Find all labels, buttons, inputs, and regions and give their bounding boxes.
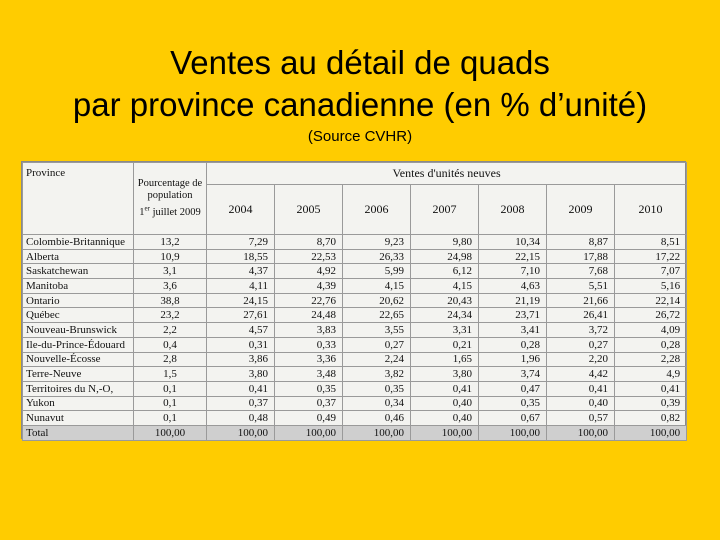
table-row bbox=[23, 352, 687, 367]
slide-source: (Source CVHR) bbox=[307, 128, 413, 145]
sales-value-2009: 7,68 bbox=[547, 264, 615, 279]
sales-value-2005: 0,33 bbox=[275, 337, 343, 352]
sales-value-2005: 4,39 bbox=[275, 279, 343, 294]
sales-value-2007: 0,41 bbox=[411, 381, 479, 396]
sales-value-2010: 22,14 bbox=[615, 293, 687, 308]
sales-value-2009: 0,27 bbox=[547, 337, 615, 352]
sales-value-2010: 4,9 bbox=[615, 367, 687, 382]
table-row bbox=[23, 411, 687, 426]
table-row bbox=[23, 367, 687, 382]
population-share: 100,00 bbox=[134, 425, 207, 440]
sales-value-2008: 0,67 bbox=[479, 411, 547, 426]
sales-value-2006: 0,34 bbox=[343, 396, 411, 411]
sales-value-2004: 0,31 bbox=[207, 337, 275, 352]
sales-value-2006: 20,62 bbox=[343, 293, 411, 308]
table-row bbox=[23, 235, 687, 250]
slide-title-line1: Ventes au détail de quads bbox=[170, 44, 550, 81]
sales-value-2008: 1,96 bbox=[479, 352, 547, 367]
sales-value-2009: 0,41 bbox=[547, 381, 615, 396]
sales-value-2008: 4,63 bbox=[479, 279, 547, 294]
sales-value-2007: 4,15 bbox=[411, 279, 479, 294]
sales-value-2006: 22,65 bbox=[343, 308, 411, 323]
sales-value-2004: 0,41 bbox=[207, 381, 275, 396]
province-name: Colombie-Britannique bbox=[23, 235, 134, 250]
population-share: 13,2 bbox=[134, 235, 207, 250]
table-row bbox=[23, 308, 687, 323]
header-pop-line3: 1er juillet 2009 bbox=[139, 204, 201, 218]
population-share: 0,1 bbox=[134, 396, 207, 411]
sales-value-2004: 100,00 bbox=[207, 425, 275, 440]
table-row bbox=[23, 337, 687, 352]
table-row bbox=[23, 323, 687, 338]
sales-value-2004: 4,37 bbox=[207, 264, 275, 279]
sales-table-image bbox=[21, 161, 686, 439]
province-name: Total bbox=[23, 425, 134, 440]
header-sales: Ventes d'unités neuves bbox=[207, 163, 687, 185]
sales-value-2009: 5,51 bbox=[547, 279, 615, 294]
sales-value-2008: 23,71 bbox=[479, 308, 547, 323]
sales-value-2005: 3,48 bbox=[275, 367, 343, 382]
sales-value-2005: 22,53 bbox=[275, 249, 343, 264]
sales-value-2009: 26,41 bbox=[547, 308, 615, 323]
sales-value-2010: 0,82 bbox=[615, 411, 687, 426]
sales-value-2004: 3,80 bbox=[207, 367, 275, 382]
sales-value-2008: 100,00 bbox=[479, 425, 547, 440]
sales-value-2006: 5,99 bbox=[343, 264, 411, 279]
province-name: Yukon bbox=[23, 396, 134, 411]
population-share: 0,1 bbox=[134, 411, 207, 426]
header-year-2007: 2007 bbox=[411, 185, 479, 235]
sales-value-2006: 0,27 bbox=[343, 337, 411, 352]
sales-value-2009: 4,42 bbox=[547, 367, 615, 382]
sales-value-2007: 0,40 bbox=[411, 396, 479, 411]
province-name: Territoires du N,-O, bbox=[23, 381, 134, 396]
sales-value-2006: 26,33 bbox=[343, 249, 411, 264]
sales-value-2008: 10,34 bbox=[479, 235, 547, 250]
sales-value-2007: 3,31 bbox=[411, 323, 479, 338]
sales-value-2010: 4,09 bbox=[615, 323, 687, 338]
table-row bbox=[23, 396, 687, 411]
header-year-2008: 2008 bbox=[479, 185, 547, 235]
sales-value-2005: 0,37 bbox=[275, 396, 343, 411]
sales-value-2010: 26,72 bbox=[615, 308, 687, 323]
sales-value-2009: 8,87 bbox=[547, 235, 615, 250]
header-pop-line2: population bbox=[147, 190, 193, 202]
header-year-2005: 2005 bbox=[275, 185, 343, 235]
sales-value-2006: 3,82 bbox=[343, 367, 411, 382]
sales-value-2009: 17,88 bbox=[547, 249, 615, 264]
header-year-2009: 2009 bbox=[547, 185, 615, 235]
sales-value-2009: 3,72 bbox=[547, 323, 615, 338]
province-name: Nouveau-Brunswick bbox=[23, 323, 134, 338]
population-share: 3,6 bbox=[134, 279, 207, 294]
sales-value-2007: 6,12 bbox=[411, 264, 479, 279]
sales-value-2004: 27,61 bbox=[207, 308, 275, 323]
sales-value-2004: 18,55 bbox=[207, 249, 275, 264]
sales-value-2004: 0,48 bbox=[207, 411, 275, 426]
sales-value-2007: 3,80 bbox=[411, 367, 479, 382]
sales-value-2006: 3,55 bbox=[343, 323, 411, 338]
sales-value-2007: 24,98 bbox=[411, 249, 479, 264]
sales-value-2010: 0,39 bbox=[615, 396, 687, 411]
population-share: 2,8 bbox=[134, 352, 207, 367]
header-pop-line1: Pourcentage de bbox=[137, 178, 203, 190]
sales-value-2010: 0,28 bbox=[615, 337, 687, 352]
sales-value-2010: 2,28 bbox=[615, 352, 687, 367]
sales-value-2008: 0,47 bbox=[479, 381, 547, 396]
sales-value-2007: 20,43 bbox=[411, 293, 479, 308]
header-year-2006: 2006 bbox=[343, 185, 411, 235]
sales-value-2005: 3,36 bbox=[275, 352, 343, 367]
province-name: Ontario bbox=[23, 293, 134, 308]
sales-value-2004: 0,37 bbox=[207, 396, 275, 411]
sales-value-2007: 1,65 bbox=[411, 352, 479, 367]
header-year-2004: 2004 bbox=[207, 185, 275, 235]
sales-value-2007: 100,00 bbox=[411, 425, 479, 440]
population-share: 0,4 bbox=[134, 337, 207, 352]
sales-value-2008: 21,19 bbox=[479, 293, 547, 308]
province-name: Ile-du-Prince-Édouard bbox=[23, 337, 134, 352]
sales-value-2010: 100,00 bbox=[615, 425, 687, 440]
sales-value-2008: 7,10 bbox=[479, 264, 547, 279]
population-share: 10,9 bbox=[134, 249, 207, 264]
table-row bbox=[23, 293, 687, 308]
sales-value-2004: 4,11 bbox=[207, 279, 275, 294]
sales-value-2006: 9,23 bbox=[343, 235, 411, 250]
table-row bbox=[23, 381, 687, 396]
population-share: 0,1 bbox=[134, 381, 207, 396]
table-row bbox=[23, 264, 687, 279]
sales-value-2009: 100,00 bbox=[547, 425, 615, 440]
sales-value-2005: 8,70 bbox=[275, 235, 343, 250]
sales-value-2006: 2,24 bbox=[343, 352, 411, 367]
header-year-2010: 2010 bbox=[615, 185, 687, 235]
population-share: 38,8 bbox=[134, 293, 207, 308]
sales-value-2005: 100,00 bbox=[275, 425, 343, 440]
population-share: 3,1 bbox=[134, 264, 207, 279]
province-name: Québec bbox=[23, 308, 134, 323]
sales-value-2007: 0,40 bbox=[411, 411, 479, 426]
province-name: Alberta bbox=[23, 249, 134, 264]
sales-value-2008: 3,74 bbox=[479, 367, 547, 382]
sales-value-2008: 0,28 bbox=[479, 337, 547, 352]
sales-value-2010: 8,51 bbox=[615, 235, 687, 250]
sales-value-2009: 0,57 bbox=[547, 411, 615, 426]
province-name: Terre-Neuve bbox=[23, 367, 134, 382]
sales-value-2007: 24,34 bbox=[411, 308, 479, 323]
sales-value-2004: 3,86 bbox=[207, 352, 275, 367]
sales-value-2004: 4,57 bbox=[207, 323, 275, 338]
slide-title-line2: par province canadienne (en % d’unité) bbox=[72, 86, 648, 123]
sales-value-2009: 21,66 bbox=[547, 293, 615, 308]
population-share: 23,2 bbox=[134, 308, 207, 323]
province-name: Nouvelle-Écosse bbox=[23, 352, 134, 367]
sales-value-2009: 0,40 bbox=[547, 396, 615, 411]
sales-value-2004: 7,29 bbox=[207, 235, 275, 250]
sales-value-2005: 0,49 bbox=[275, 411, 343, 426]
sales-table bbox=[22, 162, 687, 441]
header-province: Province bbox=[23, 163, 134, 235]
total-row bbox=[23, 425, 687, 440]
table-row bbox=[23, 249, 687, 264]
table-row bbox=[23, 279, 687, 294]
sales-value-2006: 100,00 bbox=[343, 425, 411, 440]
sales-value-2008: 0,35 bbox=[479, 396, 547, 411]
sales-value-2010: 7,07 bbox=[615, 264, 687, 279]
population-share: 2,2 bbox=[134, 323, 207, 338]
sales-value-2005: 3,83 bbox=[275, 323, 343, 338]
sales-value-2010: 17,22 bbox=[615, 249, 687, 264]
sales-value-2005: 4,92 bbox=[275, 264, 343, 279]
sales-value-2004: 24,15 bbox=[207, 293, 275, 308]
sales-value-2008: 22,15 bbox=[479, 249, 547, 264]
province-name: Saskatchewan bbox=[23, 264, 134, 279]
sales-value-2005: 24,48 bbox=[275, 308, 343, 323]
sales-value-2007: 9,80 bbox=[411, 235, 479, 250]
sales-value-2010: 5,16 bbox=[615, 279, 687, 294]
sales-value-2005: 0,35 bbox=[275, 381, 343, 396]
sales-value-2007: 0,21 bbox=[411, 337, 479, 352]
sales-value-2005: 22,76 bbox=[275, 293, 343, 308]
sales-value-2006: 4,15 bbox=[343, 279, 411, 294]
sales-value-2009: 2,20 bbox=[547, 352, 615, 367]
sales-value-2006: 0,46 bbox=[343, 411, 411, 426]
header-population bbox=[134, 163, 207, 235]
population-share: 1,5 bbox=[134, 367, 207, 382]
province-name: Nunavut bbox=[23, 411, 134, 426]
sales-value-2010: 0,41 bbox=[615, 381, 687, 396]
sales-value-2008: 3,41 bbox=[479, 323, 547, 338]
province-name: Manitoba bbox=[23, 279, 134, 294]
sales-value-2006: 0,35 bbox=[343, 381, 411, 396]
